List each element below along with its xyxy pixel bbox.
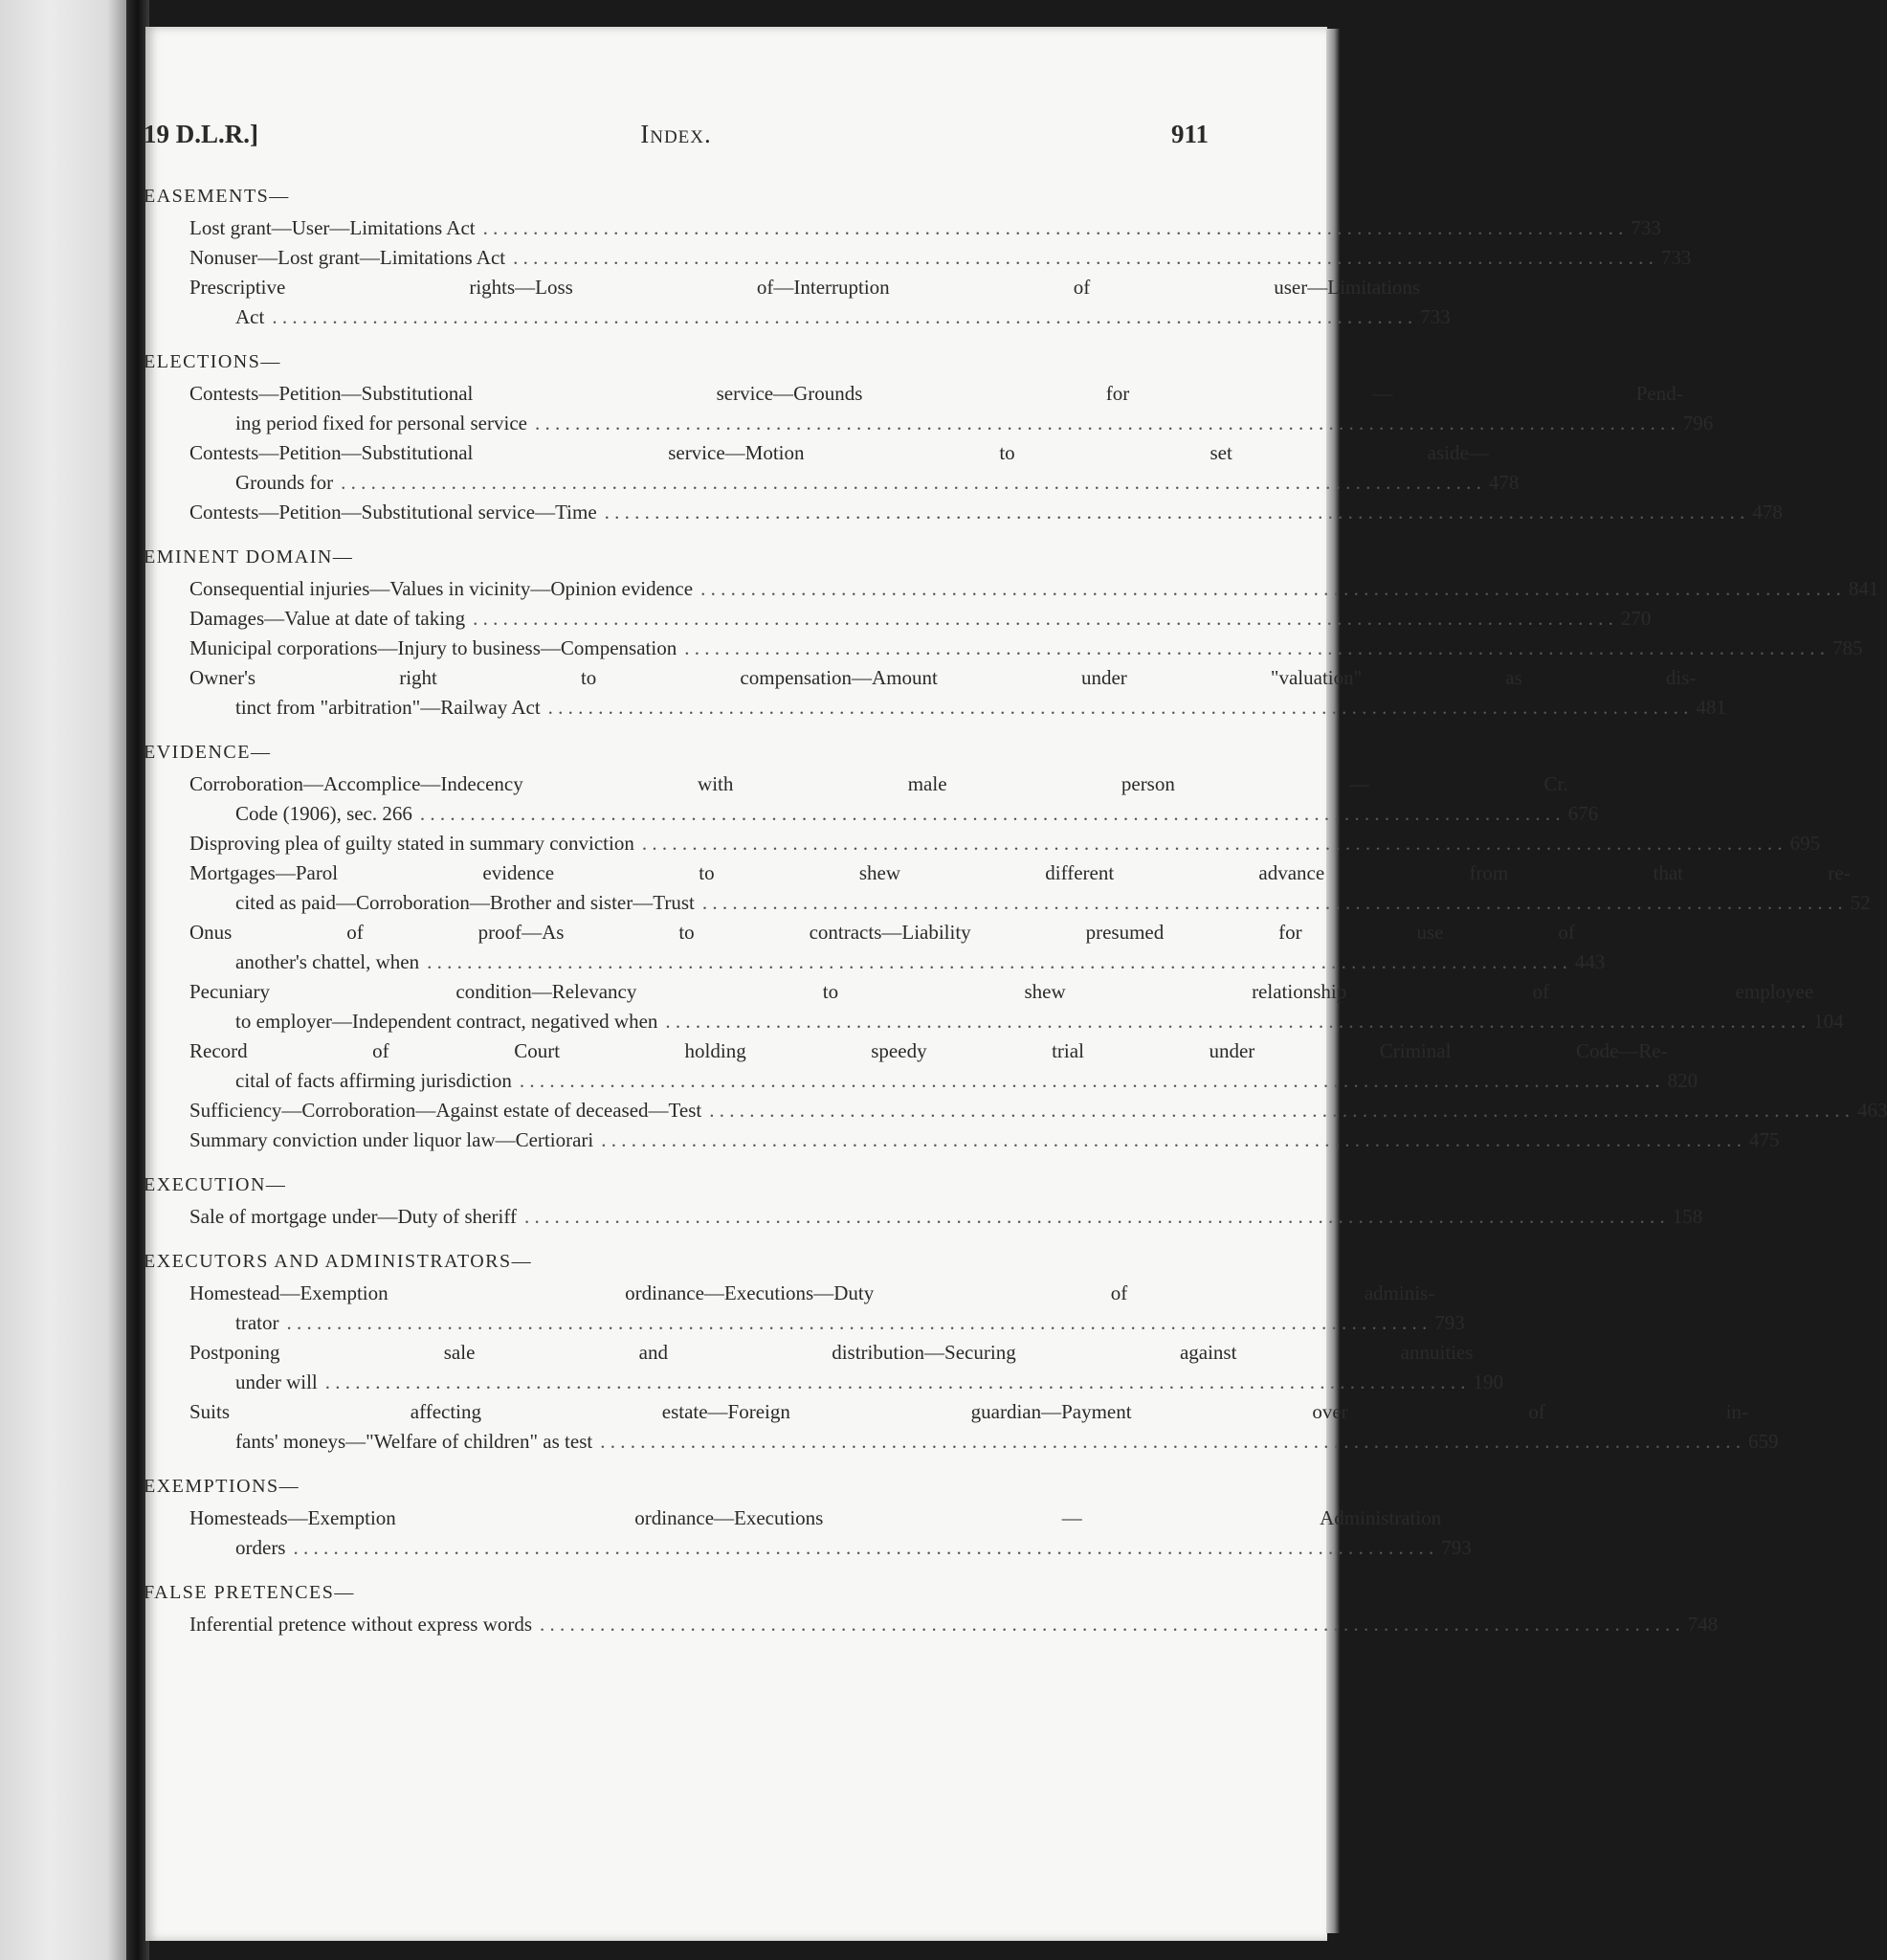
- index-entry: [144, 379, 1714, 438]
- index-entry: [144, 769, 1599, 829]
- entry-line: Pecuniary condition—Relevancy to shew relationship of employee: [189, 980, 1814, 1003]
- entry-line: Homestead—Exemption ordinance—Executions—Duty of adminis-: [189, 1281, 1435, 1304]
- page-reference: 733: [1631, 216, 1661, 239]
- dot-leader: [600, 1427, 1741, 1457]
- entry-text: [189, 1036, 1668, 1096]
- dot-leader: [605, 498, 1745, 527]
- entry-text: [189, 1125, 1749, 1155]
- entry-line-text: Lost grant—User—Limitations Act: [189, 216, 476, 239]
- entry-text: [189, 1202, 1673, 1232]
- entry-line-text: ing period fixed for personal service: [235, 412, 527, 434]
- entry-line-text: Contests—Petition—Substitutional service—Time: [189, 501, 597, 523]
- entry-line-text: orders: [235, 1536, 286, 1559]
- page-reference: 785: [1832, 636, 1863, 659]
- entry-text: [189, 1096, 1857, 1125]
- index-section: [144, 1578, 1719, 1639]
- page-reference: 793: [1434, 1311, 1465, 1334]
- index-entry: [144, 634, 1863, 663]
- index-entry: [144, 977, 1844, 1036]
- page-reference: 841: [1848, 577, 1879, 600]
- entry-line-text: tinct from "arbitration"—Railway Act: [235, 696, 541, 719]
- entry-line: [189, 574, 1849, 604]
- entry-text: [189, 1503, 1441, 1563]
- entry-text: [189, 574, 1849, 604]
- dot-leader: [473, 604, 1613, 634]
- entry-line-text: Act: [235, 305, 265, 328]
- entry-text: [189, 1397, 1748, 1457]
- entry-line: Owner's right to compensation—Amount under "valuation" as dis-: [189, 666, 1697, 689]
- dot-leader: [548, 693, 1689, 723]
- entry-line-text: Consequential injuries—Values in vicinity—Opinion evidence: [189, 577, 694, 600]
- index-entry: [144, 829, 1821, 858]
- entry-line-text: Damages—Value at date of taking: [189, 607, 466, 630]
- dot-leader: [684, 634, 1825, 663]
- dot-leader: [524, 1202, 1665, 1232]
- entry-line: [189, 1066, 1668, 1096]
- dot-leader: [325, 1368, 1466, 1397]
- index-section: [144, 543, 1879, 723]
- entry-line-text: cital of facts affirming jurisdiction: [235, 1069, 512, 1092]
- entry-line-text: to employer—Independent contract, negatived when: [235, 1010, 658, 1033]
- page-reference: 443: [1574, 950, 1606, 973]
- dot-leader: [420, 799, 1561, 829]
- entry-line: [189, 1308, 1434, 1338]
- entry-line: [189, 1125, 1749, 1155]
- dot-leader: [601, 1125, 1742, 1155]
- entry-line-text: under will: [235, 1370, 318, 1393]
- entry-text: [189, 829, 1790, 858]
- entry-line: [189, 1610, 1688, 1639]
- entry-line-text: Inferential pretence without express words: [189, 1613, 533, 1636]
- dot-leader: [642, 829, 1783, 858]
- entry-line: [189, 829, 1790, 858]
- section-heading: ELECTIONS—: [144, 351, 281, 372]
- entry-line: [189, 693, 1696, 723]
- dot-leader: [709, 1096, 1850, 1125]
- entry-line-text: trator: [235, 1311, 279, 1334]
- entry-text: [189, 1279, 1434, 1338]
- entry-line: [189, 302, 1420, 332]
- dot-leader: [535, 409, 1676, 438]
- index-entry: [144, 858, 1871, 918]
- dot-leader: [665, 1007, 1806, 1036]
- entry-text: [189, 498, 1752, 527]
- index-entry: [144, 1338, 1503, 1397]
- page-reference: 748: [1687, 1613, 1719, 1636]
- page-reference: 478: [1488, 471, 1520, 494]
- index-content: [144, 182, 1887, 1655]
- page-reference: 793: [1441, 1536, 1472, 1559]
- entry-line-text: another's chattel, when: [235, 950, 420, 973]
- entry-line: [189, 213, 1631, 243]
- index-entry: [144, 1125, 1780, 1155]
- page-reference: 158: [1672, 1205, 1703, 1228]
- section-heading: EVIDENCE—: [144, 742, 272, 763]
- page-reference: 270: [1620, 607, 1652, 630]
- section-heading: EMINENT DOMAIN—: [144, 546, 354, 568]
- index-section: [144, 738, 1887, 1155]
- entry-line: [189, 888, 1851, 918]
- page-reference: 733: [1420, 305, 1451, 328]
- dot-leader: [483, 213, 1624, 243]
- index-entry: [144, 438, 1520, 498]
- page-reference: 104: [1813, 1010, 1844, 1033]
- entry-text: [189, 977, 1813, 1036]
- index-section: [144, 182, 1692, 332]
- volume-reference: 19 D.L.R.]: [144, 120, 258, 148]
- index-entry: [144, 243, 1692, 273]
- page-reference: 820: [1667, 1069, 1698, 1092]
- page-reference: 733: [1660, 246, 1692, 269]
- entry-line: [189, 604, 1621, 634]
- dot-leader: [272, 302, 1412, 332]
- dot-leader: [520, 1066, 1660, 1096]
- page-reference: 659: [1747, 1430, 1779, 1453]
- entry-line: [189, 1202, 1673, 1232]
- page-number: 911: [1170, 120, 1209, 148]
- entry-line-text: cited as paid—Corroboration—Brother and sister—Trust: [235, 891, 695, 914]
- entry-line: Homesteads—Exemption ordinance—Executions — Administration: [189, 1506, 1442, 1529]
- entry-line: Postponing sale and distribution—Securing against annuities: [189, 1341, 1474, 1364]
- entry-text: [189, 243, 1661, 273]
- index-entry: [144, 604, 1652, 634]
- entry-line: Prescriptive rights—Loss of—Interruption of user—Limitations: [189, 276, 1421, 299]
- index-entry: [144, 1202, 1703, 1232]
- entry-text: [189, 858, 1851, 918]
- entry-text: [189, 1338, 1473, 1397]
- index-entry: [144, 273, 1451, 332]
- entry-line-text: Summary conviction under liquor law—Certiorari: [189, 1128, 594, 1151]
- entry-line: [189, 1368, 1473, 1397]
- dot-leader: [341, 468, 1481, 498]
- index-entry: [144, 213, 1661, 243]
- page-reference: 52: [1850, 891, 1871, 914]
- entry-line: [189, 468, 1489, 498]
- facing-page-edge: [0, 0, 126, 1960]
- page-reference: 478: [1752, 501, 1783, 523]
- entry-line: Suits affecting estate—Foreign guardian—Payment over of in-: [189, 1400, 1748, 1423]
- entry-line: Mortgages—Parol evidence to shew different advance from that re-: [189, 861, 1851, 884]
- entry-line: Contests—Petition—Substitutional service—Motion to set aside—: [189, 441, 1489, 464]
- entry-line-text: Municipal corporations—Injury to business—Compensation: [189, 636, 677, 659]
- entry-line: [189, 498, 1752, 527]
- section-heading: EASEMENTS—: [144, 186, 290, 207]
- index-entry: [144, 498, 1783, 527]
- index-section: [144, 1170, 1703, 1232]
- dot-leader: [540, 1610, 1680, 1639]
- page-reference: 695: [1789, 832, 1821, 855]
- entry-line: Record of Court holding speedy trial under Criminal Code—Re-: [189, 1039, 1668, 1062]
- entry-line-text: Disproving plea of guilty stated in summary conviction: [189, 832, 634, 855]
- entry-text: [189, 1610, 1688, 1639]
- section-heading: EXECUTORS AND ADMINISTRATORS—: [144, 1251, 533, 1272]
- index-section: [144, 1472, 1472, 1563]
- index-entry: [144, 1503, 1472, 1563]
- dot-leader: [702, 888, 1843, 918]
- index-section: [144, 1247, 1779, 1457]
- entry-line-text: fants' moneys—"Welfare of children" as test: [235, 1430, 593, 1453]
- index-entry: [144, 663, 1726, 723]
- entry-text: [189, 769, 1568, 829]
- index-entry: [144, 1397, 1779, 1457]
- page-reference: 676: [1567, 802, 1599, 825]
- section-heading: EXEMPTIONS—: [144, 1476, 300, 1497]
- dot-leader: [293, 1533, 1433, 1563]
- index-entry: [144, 574, 1879, 604]
- entry-text: [189, 379, 1683, 438]
- entry-line-text: Code (1906), sec. 266: [235, 802, 412, 825]
- page-reference: 463: [1856, 1099, 1887, 1122]
- entry-line-text: Sufficiency—Corroboration—Against estate of deceased—Test: [189, 1099, 702, 1122]
- running-header: [144, 120, 1209, 167]
- entry-line: [189, 243, 1661, 273]
- index-entry: [144, 1610, 1719, 1639]
- entry-line: [189, 1007, 1813, 1036]
- entry-line-text: Nonuser—Lost grant—Limitations Act: [189, 246, 506, 269]
- entry-line-text: Grounds for: [235, 471, 334, 494]
- page-reference: 481: [1696, 696, 1726, 719]
- entry-line: [189, 1096, 1857, 1125]
- entry-line: [189, 409, 1683, 438]
- index-entry: [144, 1096, 1887, 1125]
- dot-leader: [513, 243, 1654, 273]
- entry-line-text: Sale of mortgage under—Duty of sheriff: [189, 1205, 517, 1228]
- entry-text: [189, 918, 1575, 977]
- page-title: Index.: [640, 120, 712, 148]
- entry-text: [189, 273, 1420, 332]
- dot-leader: [700, 574, 1841, 604]
- entry-line: [189, 799, 1568, 829]
- dot-leader: [286, 1308, 1427, 1338]
- entry-text: [189, 438, 1489, 498]
- entry-text: [189, 213, 1631, 243]
- entry-line: Corroboration—Accomplice—Indecency with male person — Cr.: [189, 772, 1568, 795]
- entry-line: Contests—Petition—Substitutional service—Grounds for — Pend-: [189, 382, 1683, 405]
- page-reference: 475: [1749, 1128, 1780, 1151]
- section-heading: FALSE PRETENCES—: [144, 1582, 355, 1603]
- entry-line: [189, 634, 1832, 663]
- entry-text: [189, 634, 1832, 663]
- dot-leader: [427, 947, 1567, 977]
- section-heading: EXECUTION—: [144, 1174, 287, 1195]
- entry-line: Onus of proof—As to contracts—Liability presumed for use of: [189, 921, 1575, 944]
- page-reference: 190: [1473, 1370, 1503, 1393]
- index-entry: [144, 1036, 1698, 1096]
- entry-line: [189, 947, 1575, 977]
- entry-line: [189, 1427, 1748, 1457]
- index-section: [144, 347, 1783, 527]
- index-entry: [144, 918, 1606, 977]
- entry-text: [189, 604, 1621, 634]
- page-reference: 796: [1682, 412, 1714, 434]
- entry-text: [189, 663, 1696, 723]
- entry-line: [189, 1533, 1441, 1563]
- index-entry: [144, 1279, 1465, 1338]
